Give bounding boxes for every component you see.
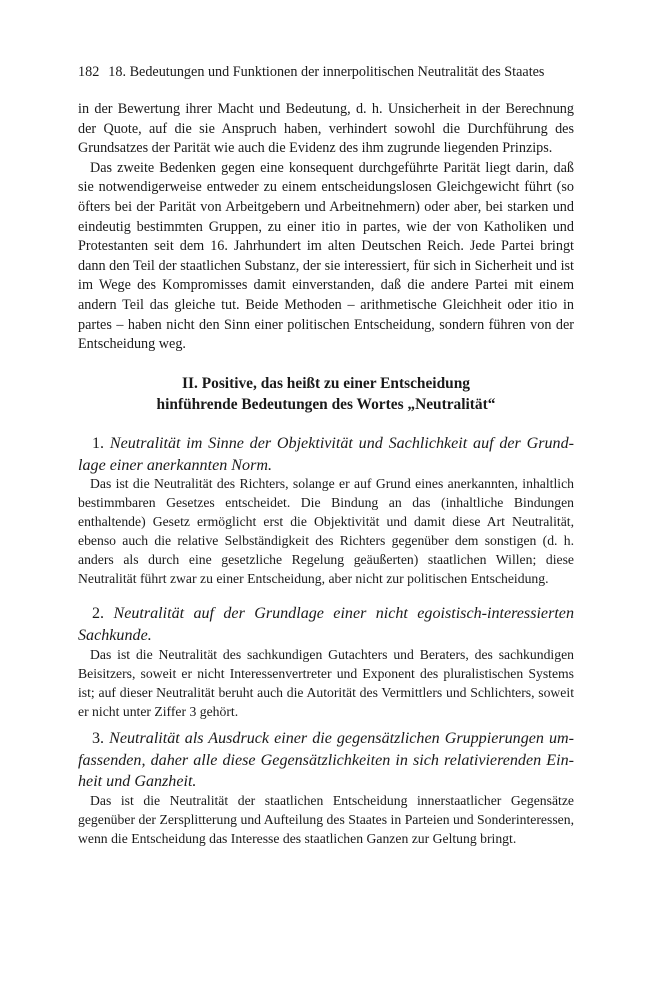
item-3-paragraph: Das ist die Neutralität der staatlichen Entscheidung innerstaatlicher Gegensätze gegenüber der Zersplitterung und Aufteilung des Staates in Parteien und Sonderinteressen, wenn die Entscheidung das Interesse des staatlichen Ganzen zur Geltung bringt. [78,793,574,847]
item-3-body [78,791,574,848]
page-number: 182 [78,64,100,80]
item-3-title: Neutralität als Ausdruck einer die gegensätzlichen Gruppierungen umfassenden, daher alle diese Gegensätzlichkeiten in sich relativierenden Einheit und Ganzheit. [78,730,574,790]
section-heading-line-2: hinführende Bedeutungen des Wortes „Neutralität“ [156,396,496,413]
section-heading-line-1: II. Positive, das heißt zu einer Entscheidung [182,375,470,392]
running-header [78,62,578,82]
intro-text [78,100,574,355]
item-2-paragraph: Das ist die Neutralität des sachkundigen Gutachters und Beraters, des sachkundigen Beisitzers, soweit er nicht Interessenvertreter und Exponent des pluralistischen Systems ist; auf dieser Neutralität beruht auch die Autorität des Vermittlers und Schlichters, soweit er nicht unter Ziffer 3 gehört. [78,647,574,720]
running-title: 18. Bedeutungen und Funktionen der innerpolitischen Neutralität des Staates [108,64,545,80]
item-3-heading [78,728,574,793]
item-1-paragraph: Das ist die Neutralität des Richters, solange er auf Grund eines anerkannten, inhaltlich bestimmbaren Gesetzes entscheidet. Die Bindung an das (inhaltliche Bindungen enthaltende) Gesetz ermöglicht erst die Objektivität und damit diese Art Neutralität, ebenso auch die relative Selbständigkeit des Richters gegenüber dem sonstigen (d. h. anders als durch eine gesetzliche Regelung geäußerten) staatlichen Willen; diese Neutralität führt zwar zu einer Entscheidung, aber nicht zur politischen Entscheidung. [78,476,574,587]
section-heading [78,373,574,415]
item-1-number: 1. [92,435,105,452]
item-3-number: 3. [92,730,105,747]
intro-paragraph-2: Das zweite Bedenken gegen eine konsequent durchgeführte Parität liegt darin, daß sie notwendigerweise entweder zu einem entscheidungslosen Gleichgewicht führt (so öfters bei der Parität von Arbeitgebern und Arbeitnehmern) oder aber, bei starken und eindeutig bestimmten Gruppen, zu einer itio in partes, wie der von Katholiken und Protestanten seit dem 16. Jahrhundert im alten Deutschen Reich. Jede Partei bringt dann den Teil der staatlichen Substanz, der sie interessiert, für sich in Sicherheit und ist im Wege des Kompromisses damit einverstanden, daß die andere Partei mit einem andern Teil das gleiche tut. Beide Methoden – arithmetische Gleichheit oder itio in partes – haben nicht den Sinn einer politischen Entscheidung, sondern führen von der Entscheidung weg. [78,159,574,353]
intro-paragraph-1: in der Bewertung ihrer Macht und Bedeutung, d. h. Unsicherheit in der Berechnung der Quote, auf die sie Anspruch haben, verhindert sowohl die Durchführung des Grundsatzes der Parität wie auch die Evidenz des ihm zugrunde liegenden Prinzips. [78,101,574,157]
item-2-number: 2. [92,605,105,622]
item-1-heading [78,433,574,476]
item-1-title: Neutralität im Sinne der Objektivität und Sachlichkeit auf der Grundlage einer anerkannten Norm. [78,435,574,474]
item-2-heading [78,603,574,646]
item-2-title: Neutralität auf der Grundlage einer nicht egoistisch-interessierten Sachkunde. [78,605,575,644]
item-2-body [78,645,574,721]
item-1-body [78,474,574,589]
